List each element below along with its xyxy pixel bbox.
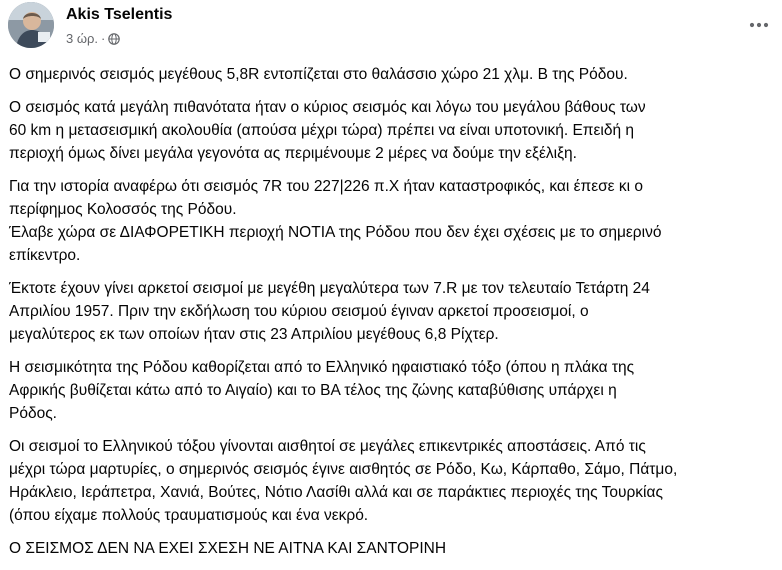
post-paragraph: Έλαβε χώρα σε ΔΙΑΦΟΡΕΤΙΚΗ περιοχή ΝΟΤΙΑ της Ρόδου που δεν έχει σχέσεις με το σημερινό επίκεντρο. <box>9 224 662 264</box>
post-body <box>9 63 773 570</box>
more-options-icon[interactable] <box>746 12 772 38</box>
meta-separator: · <box>101 31 106 46</box>
post-paragraph: Έκτοτε έχουν γίνει αρκετοί σεισμοί με μεγέθη μεγαλύτερα των 7.R με τον τελευταίο Τετάρτη 24 Απριλίου 1957. Πριν την εκδήλωση του κύριου σεισμού έγιναν αρκετοί προσεισμοί, ο μεγαλύτερος εκ των οποίων ήταν στις 23 Απριλίου μεγέθους 6,8 Ρίχτερ. <box>9 280 650 343</box>
post-timestamp[interactable]: 3 ώρ. <box>66 31 98 46</box>
author-name[interactable]: Akis Tselentis <box>66 6 173 23</box>
avatar-photo-icon <box>8 2 54 48</box>
post-paragraph: Για την ιστορία αναφέρω ότι σεισμός 7R του 227|226 π.Χ ήταν καταστροφικός, και έπεσε κι ο περίφημος Κολοσσός της Ρόδου. <box>9 178 644 218</box>
post-header <box>8 2 774 52</box>
post-paragraph: Ο σημερινός σεισμός μεγέθους 5,8R εντοπίζεται στο θαλάσσιο χώρο 21 χλμ. Β της Ρόδου. <box>9 66 628 83</box>
avatar[interactable] <box>8 2 54 48</box>
post-meta <box>66 31 120 46</box>
post-paragraph: Οι σεισμοί το Ελληνικού τόξου γίνονται αισθητοί σε μεγάλες επικεντρικές αποστάσεις. Από τις μέχρι τώρα μαρτυρίες, ο σημερινός σεισμός έγινε αισθητός σε Ρόδο, Κω, Κάρπαθο, Σάμο, Πάτμο, Ηράκλειο, Ιεράπετρα, Χανιά, Βούτες, Νότιο Λασίθι αλλά και σε παράκτιες περιοχές της Τουρκίας (όπου είχαμε πολλούς τραυματισμούς και ένα νεκρό. <box>9 438 678 524</box>
post-paragraph: Ο ΣΕΙΣΜΟΣ ΔΕΝ ΝΑ ΕΧΕΙ ΣΧΕΣΗ ΝΕ ΑΙΤΝΑ ΚΑΙ ΣΑΝΤΟΡΙΝΗ <box>9 540 447 557</box>
post-paragraph: Η σεισμικότητα της Ρόδου καθορίζεται από το Ελληνικό ηφαιστιακό τόξο (όπου η πλάκα της Αφρικής βυθίζεται κάτω από το Αιγαίο) και το ΒΑ τέλος της ζώνης καταβύθισης υπάρχει η Ρόδος. <box>9 359 635 422</box>
post-paragraph: Ο σεισμός κατά μεγάλη πιθανότατα ήταν ο κύριος σεισμός και λόγω του μεγάλου βάθους των 60 km η μετασεισμική ακολουθία (απούσα μέχρι τώρα) πρέπει να είναι υποτονική. Επειδή η περιοχή όμως δίνει μεγάλα γεγονότα ας περιμένουμε 2 μέρες να δούμε την εξέλιξη. <box>9 99 646 162</box>
globe-icon[interactable] <box>108 33 120 45</box>
